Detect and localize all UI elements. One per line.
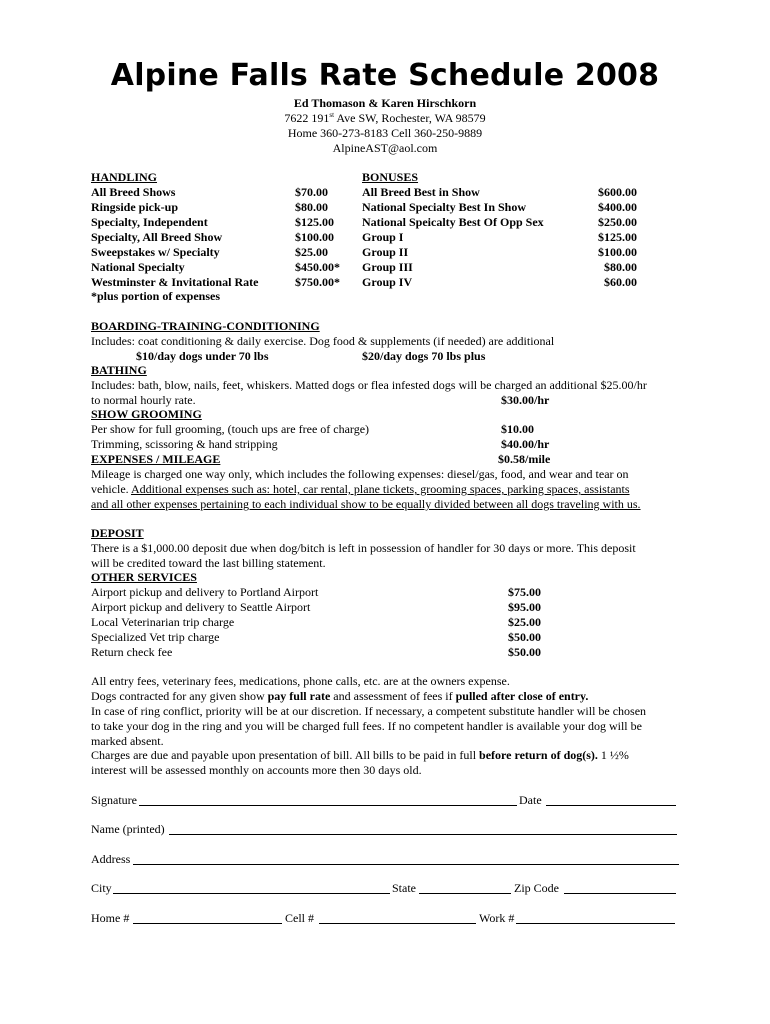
grooming-item-label: Per show for full grooming, (touch ups are free of charge) (91, 422, 370, 436)
deposit-line2: will be credited toward the last billing statement. (91, 556, 326, 570)
grooming-item-price: $10.00 (501, 422, 534, 436)
expenses-line2: vehicle. Additional expenses such as: hotel, car rental, plane tickets, grooming spaces, parking spaces, assistants (91, 482, 630, 496)
bonus-item-label: National Speicalty Best Of Opp Sex (362, 215, 544, 229)
bathing-line2: to normal hourly rate. (91, 393, 196, 407)
contact-address: 7622 191st Ave SW, Rochester, WA 98579 (284, 111, 486, 125)
handling-item-price: $100.00 (295, 230, 334, 244)
signature-label: Signature (91, 793, 137, 807)
zip-field[interactable] (564, 893, 676, 894)
other-service-item-label: Local Veterinarian trip charge (91, 615, 235, 629)
other-service-item-price: $75.00 (508, 585, 541, 599)
signature-field[interactable] (139, 805, 517, 806)
handling-item-label: National Specialty (91, 260, 185, 274)
grooming-item-label: Trimming, scissoring & hand stripping (91, 437, 278, 451)
bonus-item-label: All Breed Best in Show (362, 185, 480, 199)
handling-item-price: $70.00 (295, 185, 328, 199)
other-service-item-label: Airport pickup and delivery to Seattle Airport (91, 600, 311, 614)
address-label: Address (91, 852, 131, 866)
name-label: Name (printed) (91, 822, 165, 836)
handling-item-price: $750.00* (295, 275, 340, 289)
other-service-item-price: $50.00 (508, 645, 541, 659)
contact-email: AlpineAST@aol.com (332, 141, 438, 155)
other-service-item-label: Return check fee (91, 645, 173, 659)
handling-item-label: Westminster & Invitational Rate (91, 275, 259, 289)
home-phone-field[interactable] (133, 923, 282, 924)
bonus-item-price: $125.00 (598, 230, 637, 244)
city-field[interactable] (113, 893, 390, 894)
terms-p2: Dogs contracted for any given show pay full rate and assessment of fees if pulled after close of entry. (91, 689, 589, 703)
handling-item-price: $125.00 (295, 215, 334, 229)
contact-phones: Home 360-273-8183 Cell 360-250-9889 (287, 126, 483, 140)
state-field[interactable] (419, 893, 511, 894)
bonus-item-label: Group IV (362, 275, 413, 289)
handling-item-label: Sweepstakes w/ Specialty (91, 245, 220, 259)
boarding-includes: Includes: coat conditioning & daily exercise. Dog food & supplements (if needed) are additional (91, 334, 555, 348)
home-phone-label: Home # (91, 911, 130, 925)
cell-phone-field[interactable] (319, 923, 476, 924)
cell-phone-label: Cell # (285, 911, 314, 925)
bonus-item-price: $250.00 (598, 215, 637, 229)
bathing-price: $30.00/hr (501, 393, 550, 407)
name-field[interactable] (169, 834, 677, 835)
other-services-heading: OTHER SERVICES (91, 570, 197, 584)
bonus-item-price: $100.00 (598, 245, 637, 259)
other-service-item-label: Airport pickup and delivery to Portland Airport (91, 585, 319, 599)
handling-item-label: Specialty, All Breed Show (91, 230, 223, 244)
terms-p3-line3: marked absent. (91, 734, 164, 748)
grooming-item-price: $40.00/hr (501, 437, 550, 451)
bonus-item-label: National Specialty Best In Show (362, 200, 527, 214)
bonus-item-price: $600.00 (598, 185, 637, 199)
expenses-line3: and all other expenses pertaining to each individual show to be equally divided between all dogs traveling with us. (91, 497, 641, 511)
work-phone-label: Work # (479, 911, 515, 925)
state-label: State (392, 881, 416, 895)
deposit-heading: DEPOSIT (91, 526, 144, 540)
boarding-rate-small: $10/day dogs under 70 lbs (136, 349, 269, 363)
signature-row (91, 793, 137, 808)
bathing-line1: Includes: bath, blow, nails, feet, whiskers. Matted dogs or flea infested dogs will be charged an additional $25.00/hr (91, 378, 647, 392)
date-label: Date (519, 793, 542, 807)
bonus-item-price: $80.00 (604, 260, 637, 274)
bathing-heading: BATHING (91, 363, 147, 377)
handling-note: *plus portion of expenses (91, 289, 221, 303)
grooming-heading: SHOW GROOMING (91, 407, 202, 421)
terms-p4-line1: Charges are due and payable upon presentation of bill. All bills to be paid in full before return of dog(s). 1 ½% (91, 748, 629, 762)
deposit-line1: There is a $1,000.00 deposit due when dog/bitch is left in possession of handler for 30 days or more. This deposit (91, 541, 636, 555)
bonus-item-label: Group III (362, 260, 413, 274)
date-field[interactable] (546, 805, 676, 806)
expenses-price: $0.58/mile (498, 452, 551, 466)
page-title: Alpine Falls Rate Schedule 2008 (110, 58, 660, 93)
terms-p4-line2: interest will be assessed monthly on accounts more then 30 days old. (91, 763, 422, 777)
handling-item-label: Specialty, Independent (91, 215, 208, 229)
zip-label: Zip Code (514, 881, 559, 895)
bonus-item-price: $400.00 (598, 200, 637, 214)
bonus-item-price: $60.00 (604, 275, 637, 289)
city-label: City (91, 881, 112, 895)
bonus-item-label: Group II (362, 245, 409, 259)
work-phone-field[interactable] (516, 923, 675, 924)
bonus-item-label: Group I (362, 230, 404, 244)
other-service-item-price: $50.00 (508, 630, 541, 644)
other-service-item-price: $95.00 (508, 600, 541, 614)
bonuses-heading: BONUSES (362, 170, 419, 184)
terms-p1: All entry fees, veterinary fees, medications, phone calls, etc. are at the owners expense. (91, 674, 510, 688)
other-service-item-label: Specialized Vet trip charge (91, 630, 220, 644)
expenses-heading: EXPENSES / MILEAGE (91, 452, 221, 466)
terms-p3-line1: In case of ring conflict, priority will be at our discretion. If necessary, a competent substitute handler will be chosen (91, 704, 647, 718)
expenses-line1: Mileage is charged one way only, which includes the following expenses: diesel/gas, food, and wear and tear on (91, 467, 629, 481)
handling-item-label: All Breed Shows (91, 185, 176, 199)
handling-item-label: Ringside pick-up (91, 200, 179, 214)
other-service-item-price: $25.00 (508, 615, 541, 629)
address-field[interactable] (133, 864, 679, 865)
handling-item-price: $25.00 (295, 245, 328, 259)
boarding-rate-large: $20/day dogs 70 lbs plus (362, 349, 486, 363)
boarding-heading: BOARDING-TRAINING-CONDITIONING (91, 319, 320, 333)
handling-item-price: $80.00 (295, 200, 328, 214)
terms-p3-line2: to take your dog in the ring and you will be charged full fees. If no competent handler is available your dog will be (91, 719, 642, 733)
handling-item-price: $450.00* (295, 260, 340, 274)
handling-heading: HANDLING (91, 170, 158, 184)
contact-names: Ed Thomason & Karen Hirschkorn (293, 96, 477, 110)
